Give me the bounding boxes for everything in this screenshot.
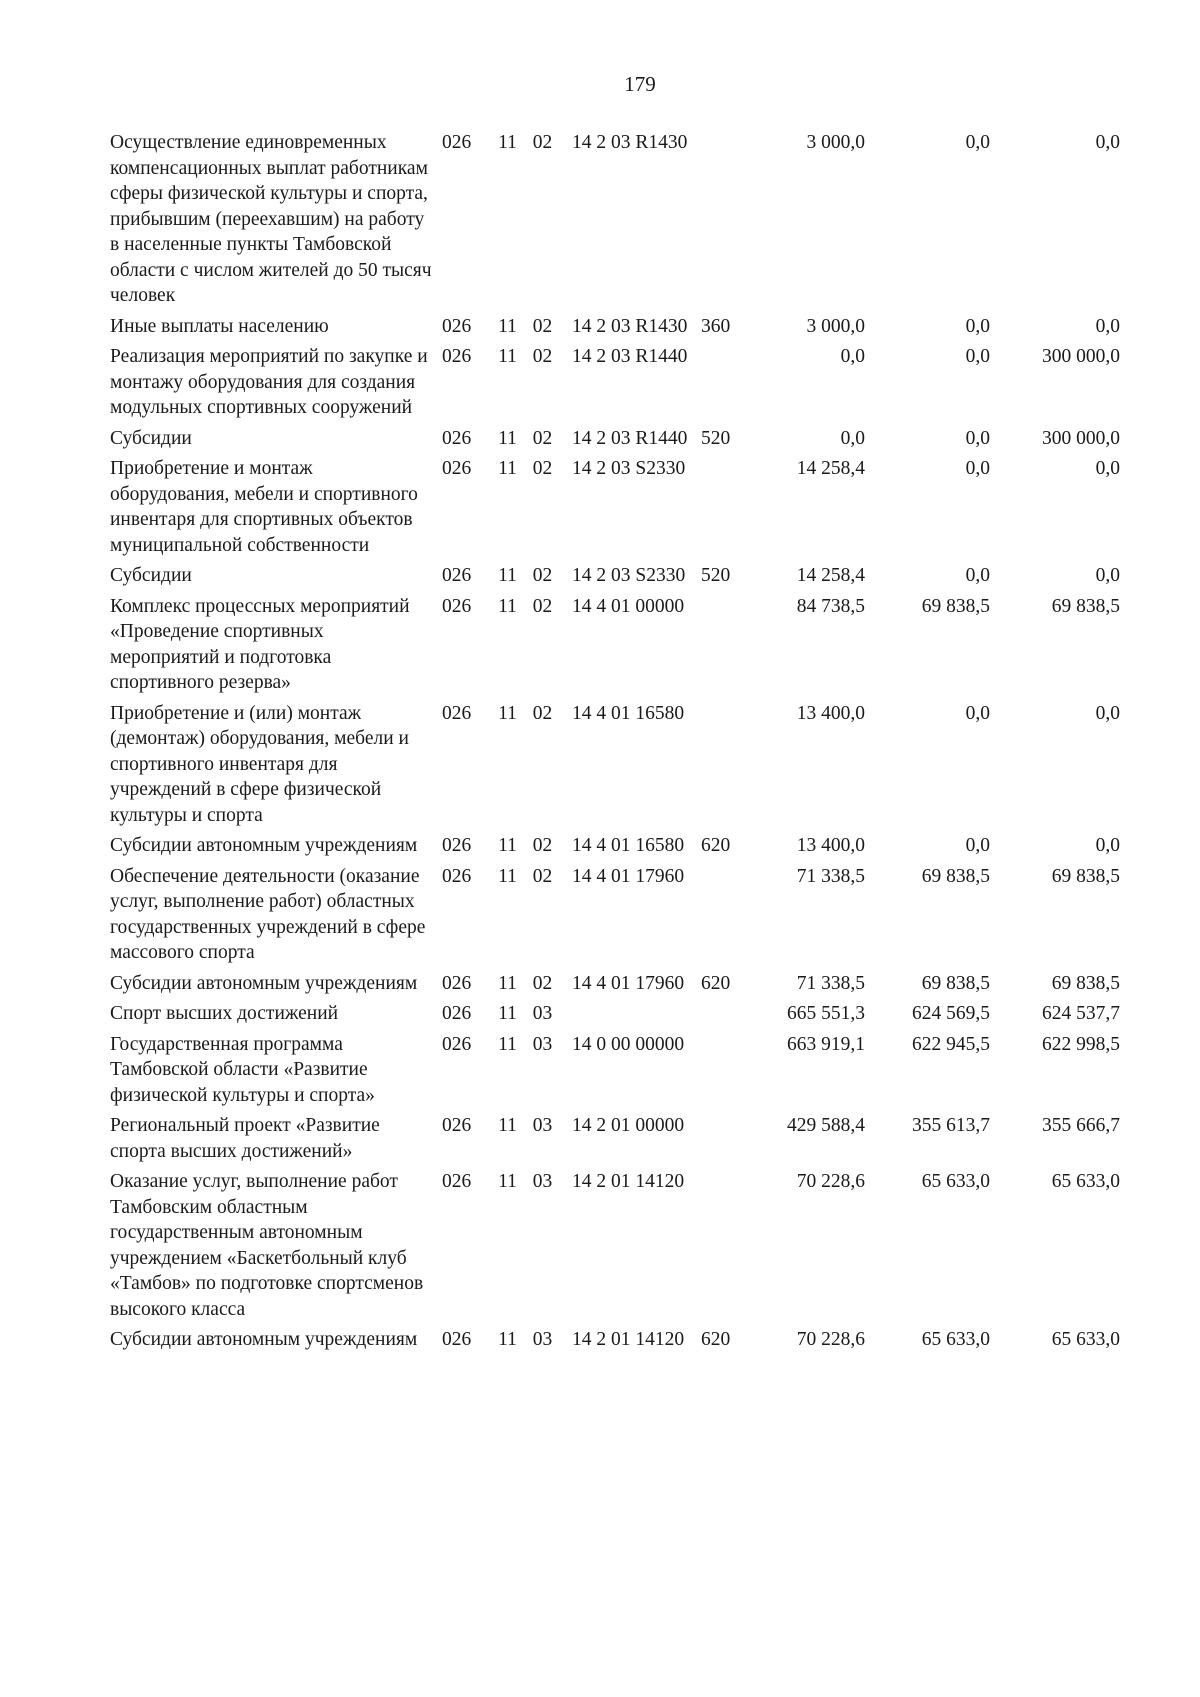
amount-year-3: 69 838,5 — [1051, 865, 1120, 887]
amount-year-1: 13 400,0 — [796, 835, 865, 856]
table-row — [110, 1001, 1180, 1027]
item-name: Приобретение и монтаж оборудования, мебели и спортивного инвентаря для спортивных объектов муниципальной собственности — [110, 458, 418, 556]
amount-year-2: 65 633,0 — [921, 1171, 990, 1192]
target-article-code: 14 2 03 R1440 — [572, 427, 688, 449]
table-row — [110, 1032, 1180, 1109]
ministry-code: 026 — [442, 427, 472, 449]
amount-year-2: 0,0 — [965, 315, 990, 337]
subsection-code: 03 — [532, 1329, 553, 1350]
amount-year-3: 65 633,0 — [1051, 1329, 1120, 1350]
subsection-code: 03 — [532, 1171, 553, 1192]
item-name: Региональный проект «Развитие спорта высших достижений» — [110, 1115, 380, 1162]
target-article-code: 14 2 03 S2330 — [572, 458, 686, 479]
item-name: Реализация мероприятий по закупке и монтажу оборудования для создания модульных спортивных сооружений — [110, 346, 428, 418]
amount-year-1: 0,0 — [840, 346, 865, 367]
expense-type-code — [695, 1032, 750, 1109]
item-name: Осуществление единовременных компенсационных выплат работникам сферы физической культуры и спорта, прибывшим (переехавшим) на работу в населенные пункты Тамбовской области с числом жителей до 50 тысяч человек — [110, 132, 432, 306]
target-article-code: 14 4 01 00000 — [572, 595, 685, 617]
table-row — [110, 864, 1180, 966]
expense-type-code — [695, 864, 750, 966]
amount-year-1: 3 000,0 — [806, 132, 865, 153]
item-name: Обеспечение деятельности (оказание услуг, выполнение работ) областных государственных учреждений в сфере массового спорта — [110, 865, 426, 963]
amount-year-2: 0,0 — [965, 132, 990, 153]
item-name: Субсидии — [110, 427, 192, 449]
expense-type-code: 620 — [701, 972, 731, 994]
amount-year-2: 0,0 — [965, 565, 990, 586]
table-row — [110, 701, 1180, 829]
section-code: 11 — [498, 346, 517, 367]
amount-year-3: 69 838,5 — [1051, 595, 1120, 617]
section-code: 11 — [498, 565, 517, 586]
section-code: 11 — [498, 315, 517, 337]
ministry-code: 026 — [442, 132, 472, 153]
item-name: Субсидии автономным учреждениям — [110, 835, 418, 856]
ministry-code: 026 — [442, 1115, 472, 1136]
ministry-code: 026 — [442, 595, 472, 617]
section-code: 11 — [498, 702, 517, 724]
item-name: Оказание услуг, выполнение работ Тамбовским областным государственным автономным учреждением «Баскетбольный клуб «Тамбов» по подготовке спортсменов высокого класса — [110, 1171, 424, 1320]
item-name: Субсидии автономным учреждениям — [110, 1329, 418, 1350]
section-code: 11 — [498, 1115, 517, 1136]
subsection-code: 02 — [532, 346, 553, 367]
amount-year-1: 0,0 — [840, 427, 865, 449]
section-code: 11 — [498, 458, 517, 479]
target-article-code: 14 2 03 R1440 — [572, 346, 688, 367]
subsection-code: 02 — [532, 865, 553, 887]
budget-table — [110, 130, 1180, 1358]
section-code: 11 — [498, 1003, 517, 1024]
table-row — [110, 563, 1180, 589]
ministry-code: 026 — [442, 346, 472, 367]
target-article-code: 14 2 01 14120 — [572, 1329, 685, 1350]
ministry-code: 026 — [442, 565, 472, 586]
item-name: Иные выплаты населению — [110, 315, 329, 337]
amount-year-2: 0,0 — [965, 427, 990, 449]
table-row — [110, 130, 1180, 309]
target-article-code: 14 4 01 17960 — [572, 972, 685, 994]
table-row — [110, 314, 1180, 340]
amount-year-2: 355 613,7 — [912, 1115, 990, 1136]
target-article-code: 14 4 01 17960 — [572, 865, 685, 887]
amount-year-2: 65 633,0 — [921, 1329, 990, 1350]
expense-type-code — [695, 594, 750, 696]
table-row — [110, 426, 1180, 452]
subsection-code: 02 — [532, 835, 553, 856]
target-article-code: 14 2 01 00000 — [572, 1115, 685, 1136]
amount-year-1: 71 338,5 — [796, 865, 865, 887]
section-code: 11 — [498, 835, 517, 856]
subsection-code: 02 — [532, 565, 553, 586]
subsection-code: 03 — [532, 1115, 553, 1136]
target-article-code: 14 2 03 R1430 — [572, 132, 688, 153]
section-code: 11 — [498, 132, 517, 153]
amount-year-3: 300 000,0 — [1042, 346, 1120, 367]
amount-year-3: 355 666,7 — [1042, 1115, 1120, 1136]
subsection-code: 03 — [532, 1003, 553, 1024]
expense-type-code: 520 — [701, 427, 731, 449]
item-name: Спорт высших достижений — [110, 1003, 339, 1024]
table-row — [110, 1327, 1180, 1353]
expense-type-code: 620 — [701, 835, 731, 856]
item-name: Комплекс процессных мероприятий «Проведение спортивных мероприятий и подготовка спортивного резерва» — [110, 595, 410, 693]
amount-year-3: 0,0 — [1095, 132, 1120, 153]
ministry-code: 026 — [442, 702, 472, 724]
amount-year-1: 14 258,4 — [796, 458, 865, 479]
amount-year-1: 14 258,4 — [796, 565, 865, 586]
ministry-code: 026 — [442, 1033, 472, 1055]
amount-year-3: 65 633,0 — [1051, 1171, 1120, 1192]
table-row — [110, 1169, 1180, 1322]
ministry-code: 026 — [442, 972, 472, 994]
ministry-code: 026 — [442, 1171, 472, 1192]
amount-year-1: 70 228,6 — [796, 1171, 865, 1192]
table-row — [110, 456, 1180, 558]
subsection-code: 02 — [532, 427, 553, 449]
item-name: Субсидии — [110, 565, 192, 586]
page-number: 179 — [624, 72, 656, 96]
ministry-code: 026 — [442, 1329, 472, 1350]
ministry-code: 026 — [442, 315, 472, 337]
subsection-code: 02 — [532, 972, 553, 994]
amount-year-3: 624 537,7 — [1042, 1003, 1120, 1024]
amount-year-2: 0,0 — [965, 346, 990, 367]
amount-year-2: 0,0 — [965, 835, 990, 856]
expense-type-code: 520 — [701, 565, 731, 586]
expense-type-code — [695, 1169, 750, 1322]
amount-year-2: 624 569,5 — [912, 1003, 990, 1024]
amount-year-3: 0,0 — [1095, 458, 1120, 479]
section-code: 11 — [498, 1171, 517, 1192]
section-code: 11 — [498, 595, 517, 617]
table-row — [110, 344, 1180, 421]
table-row — [110, 971, 1180, 997]
table-row — [110, 1113, 1180, 1164]
subsection-code: 02 — [532, 595, 553, 617]
amount-year-3: 0,0 — [1095, 702, 1120, 724]
expense-type-code — [695, 130, 750, 309]
target-article-code: 14 2 01 14120 — [572, 1171, 685, 1192]
target-article-code: 14 4 01 16580 — [572, 702, 685, 724]
item-name: Приобретение и (или) монтаж (демонтаж) оборудования, мебели и спортивного инвентаря для учреждений в сфере физической культуры и спорта — [110, 702, 409, 826]
target-article-code: 14 2 03 R1430 — [572, 315, 688, 337]
expense-type-code: 620 — [701, 1329, 731, 1350]
target-article-code: 14 2 03 S2330 — [572, 565, 686, 586]
ministry-code: 026 — [442, 835, 472, 856]
target-article-code — [560, 1001, 695, 1027]
ministry-code: 026 — [442, 458, 472, 479]
expense-type-code — [695, 701, 750, 829]
target-article-code: 14 4 01 16580 — [572, 835, 685, 856]
amount-year-1: 3 000,0 — [806, 315, 865, 337]
amount-year-2: 622 945,5 — [912, 1033, 990, 1055]
expense-type-code — [695, 1001, 750, 1027]
item-name: Субсидии автономным учреждениям — [110, 972, 418, 994]
amount-year-2: 69 838,5 — [921, 972, 990, 994]
amount-year-3: 0,0 — [1095, 315, 1120, 337]
amount-year-3: 69 838,5 — [1051, 972, 1120, 994]
amount-year-2: 69 838,5 — [921, 595, 990, 617]
amount-year-3: 0,0 — [1095, 835, 1120, 856]
ministry-code: 026 — [442, 1003, 472, 1024]
amount-year-2: 69 838,5 — [921, 865, 990, 887]
expense-type-code — [695, 1113, 750, 1164]
subsection-code: 03 — [532, 1033, 553, 1055]
amount-year-1: 71 338,5 — [796, 972, 865, 994]
expense-type-code — [695, 456, 750, 558]
table-row — [110, 833, 1180, 859]
amount-year-1: 13 400,0 — [796, 702, 865, 724]
subsection-code: 02 — [532, 132, 553, 153]
section-code: 11 — [498, 972, 517, 994]
amount-year-2: 0,0 — [965, 458, 990, 479]
subsection-code: 02 — [532, 315, 553, 337]
ministry-code: 026 — [442, 865, 472, 887]
section-code: 11 — [498, 427, 517, 449]
amount-year-1: 84 738,5 — [796, 595, 865, 617]
section-code: 11 — [498, 1329, 517, 1350]
table-row — [110, 594, 1180, 696]
amount-year-2: 0,0 — [965, 702, 990, 724]
amount-year-3: 622 998,5 — [1042, 1033, 1120, 1055]
amount-year-1: 429 588,4 — [787, 1115, 865, 1136]
amount-year-1: 665 551,3 — [787, 1003, 865, 1024]
target-article-code: 14 0 00 00000 — [572, 1033, 685, 1055]
amount-year-1: 70 228,6 — [796, 1329, 865, 1350]
amount-year-3: 0,0 — [1095, 565, 1120, 586]
subsection-code: 02 — [532, 702, 553, 724]
section-code: 11 — [498, 865, 517, 887]
amount-year-3: 300 000,0 — [1042, 427, 1120, 449]
subsection-code: 02 — [532, 458, 553, 479]
expense-type-code — [695, 344, 750, 421]
expense-type-code: 360 — [701, 315, 731, 337]
amount-year-1: 663 919,1 — [787, 1033, 865, 1055]
section-code: 11 — [498, 1033, 517, 1055]
item-name: Государственная программа Тамбовской области «Развитие физической культуры и спорта» — [110, 1033, 375, 1106]
